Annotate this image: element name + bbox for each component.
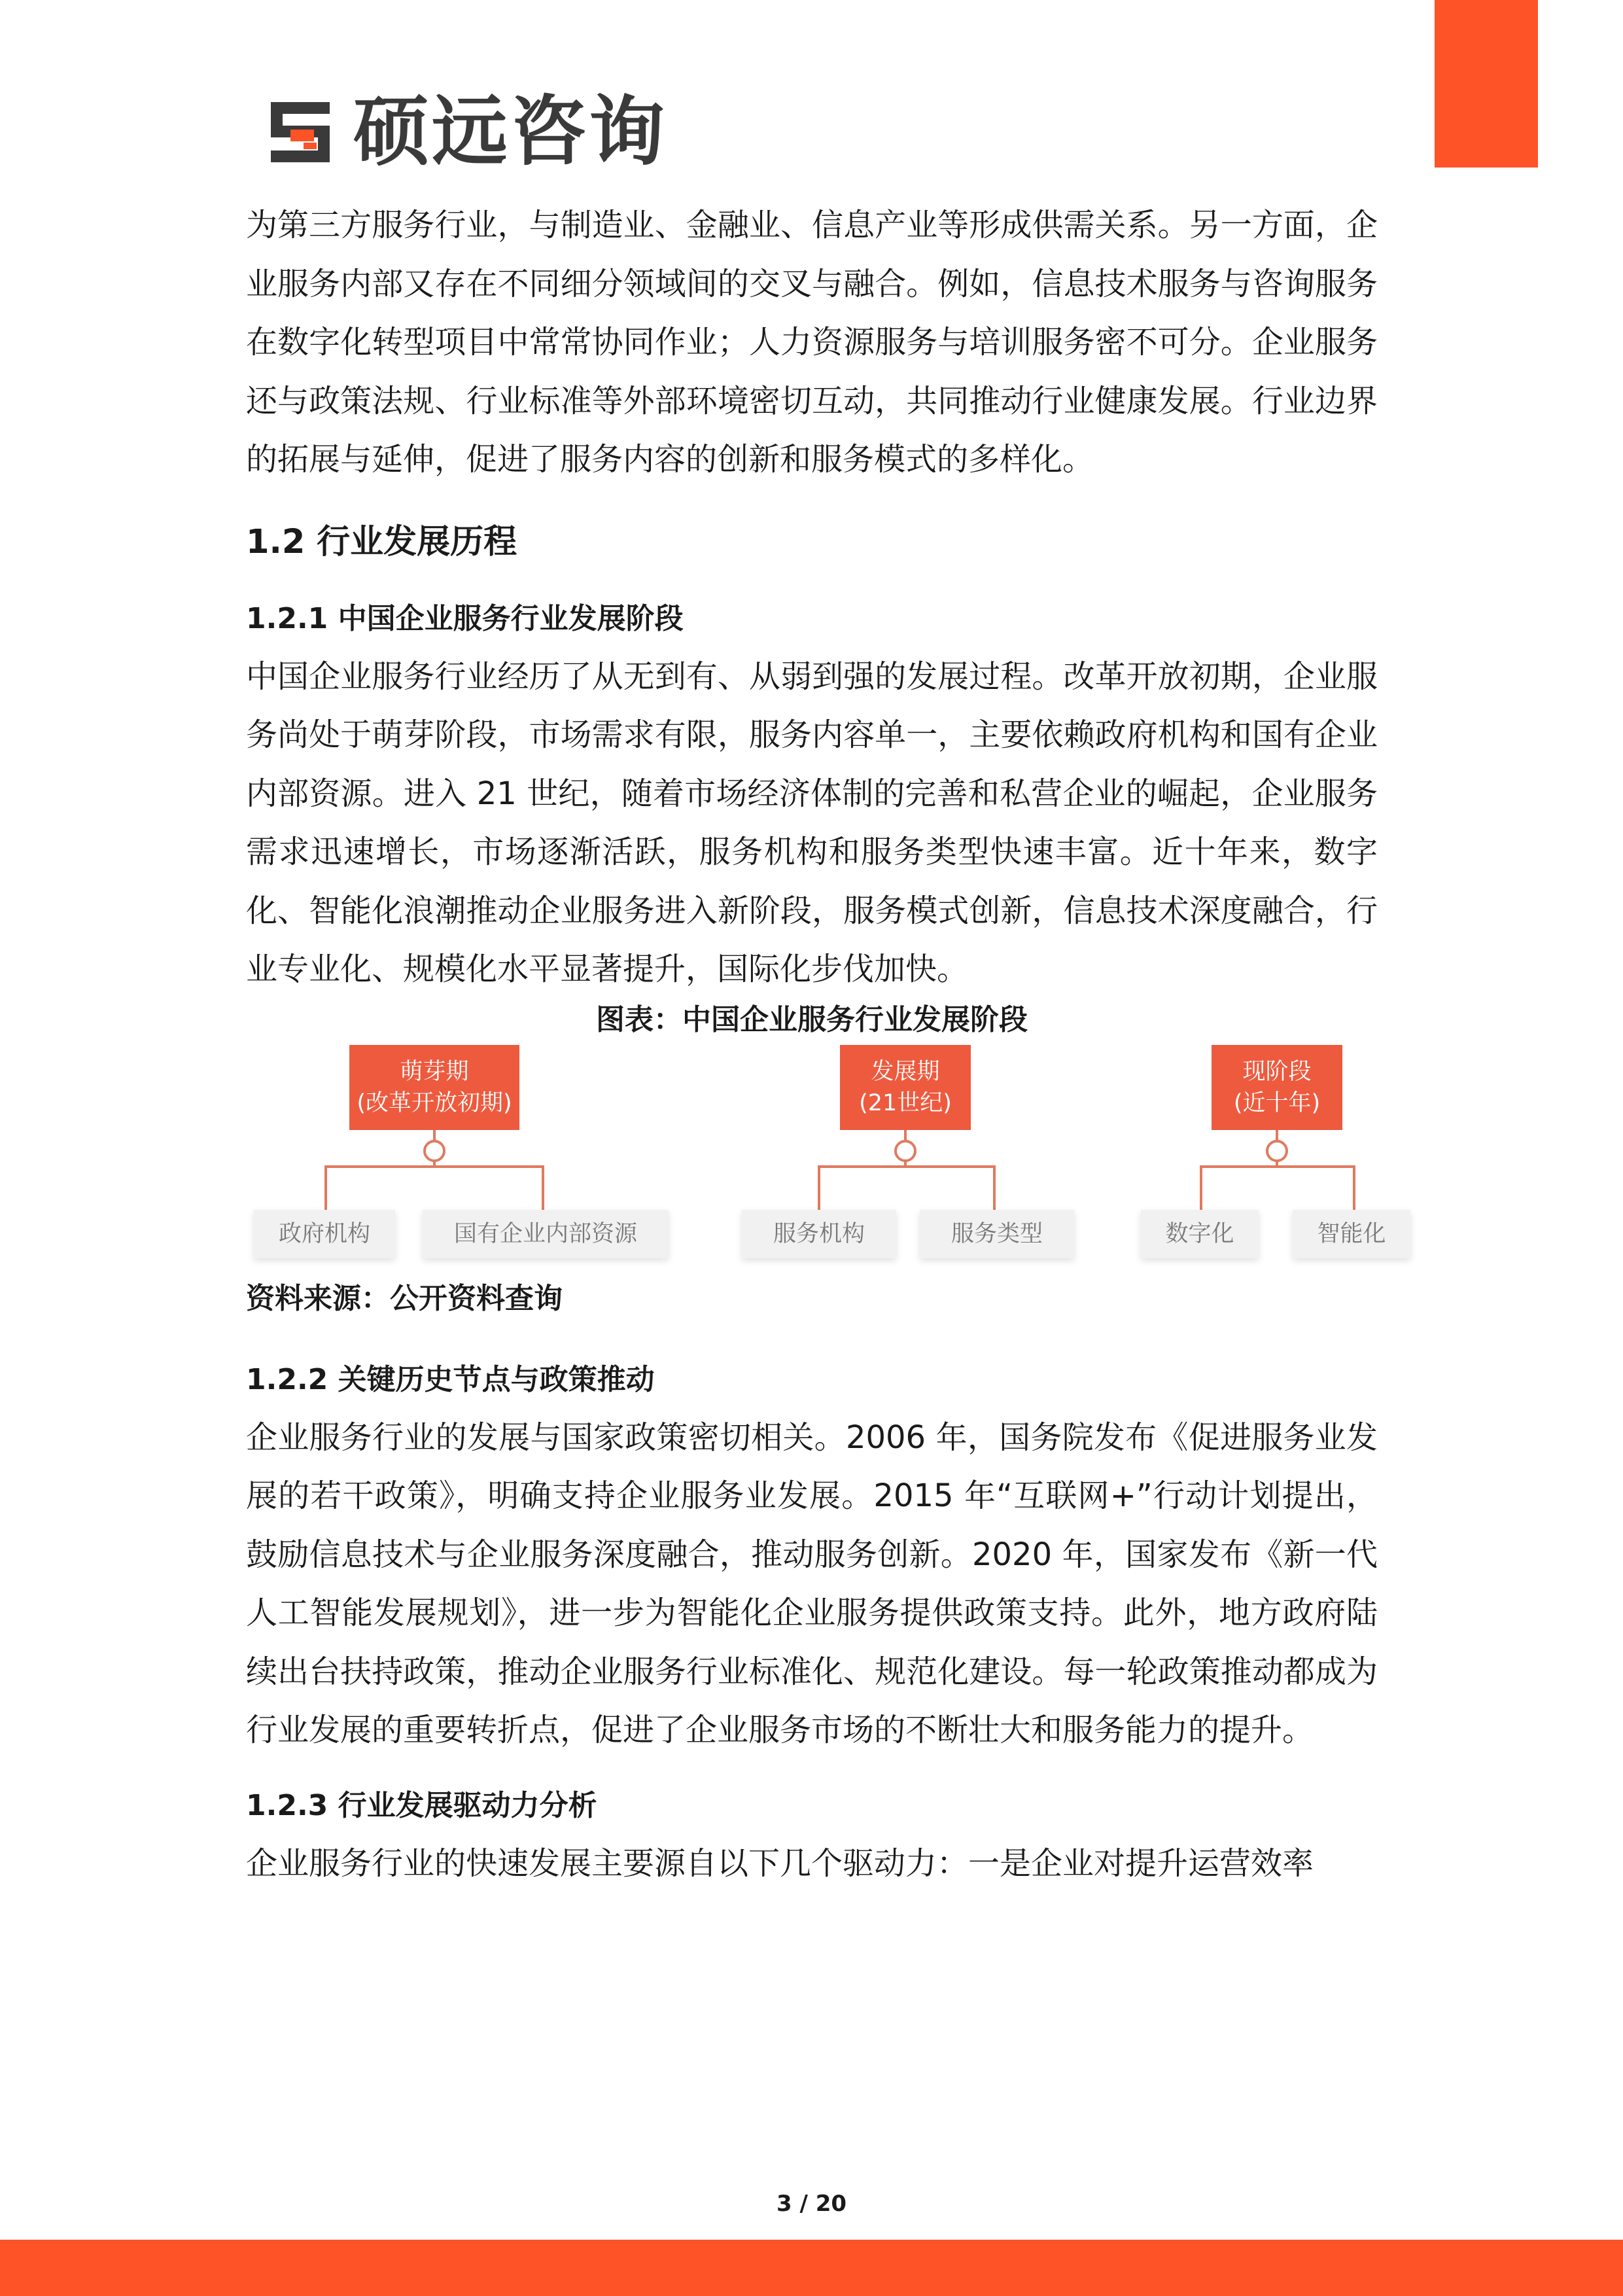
- stage-leaf-intelligent: 智能化: [1293, 1210, 1410, 1258]
- intro-paragraph: 为第三方服务行业，与制造业、金融业、信息产业等形成供需关系。另一方面，企业服务内部又存在不同细分领域间的交叉与融合。例如，信息技术服务与咨询服务在数字化转型项目中常常协同作业；人力资源服务与培训服务密不可分。企业服务还与政策法规、行业标准等外部环境密切互动，共同推动行业健康发展。行业边界的拓展与延伸，促进了服务内容的创新和服务模式的多样化。: [246, 207, 1378, 478]
- stage-leaf-gov-agency: 政府机构: [254, 1210, 395, 1258]
- section-heading-1-2: 1.2 行业发展历程: [246, 522, 517, 561]
- brand-logo: [264, 88, 667, 176]
- footer-accent-band: [0, 2240, 1623, 2296]
- stage-leaf-digital: 数字化: [1141, 1210, 1259, 1258]
- stage-leaf-service-agency: 服务机构: [742, 1210, 896, 1258]
- figure-caption: 图表：中国企业服务行业发展阶段: [596, 1002, 1028, 1036]
- page-content: [246, 196, 1386, 1893]
- brand-logo-icon: [264, 97, 340, 168]
- corner-accent-tab: [1435, 0, 1538, 168]
- stage-current-name: 现阶段: [1242, 1058, 1312, 1085]
- stage-box-current: [1212, 1045, 1342, 1130]
- subsection-heading-1-2-1: 1.2.1 中国企业服务行业发展阶段: [246, 601, 684, 635]
- stage-growth-name: 发展期: [871, 1058, 940, 1085]
- stage-growth-period: (21世纪): [859, 1089, 952, 1116]
- page-number: 3 / 20: [776, 2191, 847, 2217]
- subsection-heading-1-2-3: 1.2.3 行业发展驱动力分析: [246, 1788, 597, 1822]
- stage-sprout-period: (改革开放初期): [357, 1089, 512, 1116]
- stage-box-growth: [840, 1045, 971, 1130]
- figure-source: 资料来源：公开资料查询: [246, 1281, 563, 1315]
- subsection-body-1-2-2: 企业服务行业的发展与国家政策密切相关。2006 年，国务院发布《促进服务业发展的若干政策》，明确支持企业服务业发展。2015 年“互联网+”行动计划提出，鼓励信息技术与企业服务深度融合，推动服务创新。2020 年，国家发布《新一代人工智能发展规划》，进一步为智能化企业服务提供政策支持。此外，地方政府陆续出台扶持政策，推动企业服务行业标准化、规范化建设。每一轮政策推动都成为行业发展的重要转折点，促进了企业服务市场的不断壮大和服务能力的提升。: [246, 1419, 1378, 1748]
- subsection-heading-1-2-2: 1.2.2 关键历史节点与政策推动: [246, 1362, 655, 1396]
- subsection-body-1-2-1: 中国企业服务行业经历了从无到有、从弱到强的发展过程。改革开放初期，企业服务尚处于萌芽阶段，市场需求有限，服务内容单一，主要依赖政府机构和国有企业内部资源。进入 21 世纪，随着市场经济体制的完善和私营企业的崛起，企业服务需求迅速增长，市场逐渐活跃，服务机构和服务类型快速丰富。近十年来，数字化、智能化浪潮推动企业服务进入新阶段，服务模式创新，信息技术深度融合，行业专业化、规模化水平显著提升，国际化步伐加快。: [246, 658, 1378, 987]
- stage-leaf-soe-resources: 国有企业内部资源: [423, 1210, 669, 1258]
- stage-box-sprout: [349, 1045, 519, 1130]
- stage-leaf-service-type: 服务类型: [920, 1210, 1074, 1258]
- brand-name: 硕远咨询: [353, 88, 667, 176]
- stage-current-period: (近十年): [1233, 1089, 1321, 1116]
- stage-sprout-name: 萌芽期: [400, 1058, 469, 1085]
- stages-diagram: [242, 1038, 1420, 1280]
- subsection-body-1-2-3: 企业服务行业的快速发展主要源自以下几个驱动力：一是企业对提升运营效率: [246, 1845, 1314, 1882]
